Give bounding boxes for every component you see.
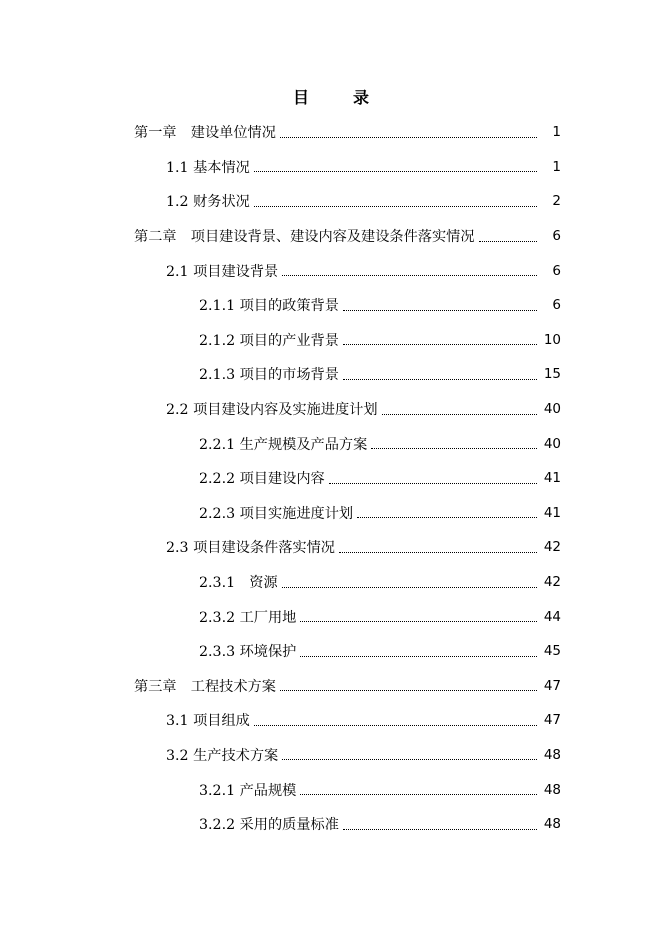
toc-entry-label: 3.2.1 产品规模 (199, 782, 297, 799)
toc-entry-page: 44 (543, 608, 561, 625)
dot-leader (343, 310, 537, 311)
toc-title: 目 录 (292, 88, 383, 107)
dot-leader (371, 448, 537, 449)
toc-entry-page: 6 (552, 262, 561, 279)
toc-entry[interactable] (0, 599, 662, 634)
toc-entry-page: 42 (543, 574, 561, 591)
toc-entry-page: 10 (543, 331, 561, 348)
toc-entry-label: 2.2.2 项目建设内容 (199, 471, 325, 488)
dot-leader (343, 379, 537, 380)
toc-entry[interactable] (0, 669, 662, 704)
toc-entry-label: 2.1.1 项目的政策背景 (199, 298, 339, 315)
toc-entry-page: 42 (543, 539, 561, 556)
toc-entry-page: 41 (543, 504, 561, 521)
toc-entry-label: 第三章 工程技术方案 (134, 678, 276, 695)
toc-entry[interactable] (0, 253, 662, 288)
dot-leader (339, 552, 537, 553)
toc-entry[interactable] (0, 772, 662, 807)
toc-entry[interactable] (0, 807, 662, 842)
dot-leader (254, 171, 537, 172)
toc-entry-page: 6 (552, 297, 561, 314)
toc-entry[interactable] (0, 357, 662, 392)
dot-leader (282, 275, 537, 276)
toc-entry-page: 48 (543, 781, 561, 798)
toc-entry[interactable] (0, 496, 662, 531)
toc-entry-page: 47 (543, 712, 561, 729)
dot-leader (343, 829, 537, 830)
toc-entry-label: 2.1.2 项目的产业背景 (199, 332, 339, 349)
toc-entry[interactable] (0, 703, 662, 738)
toc-entry-page: 1 (552, 124, 561, 141)
toc-entry-label: 第二章 项目建设背景、建设内容及建设条件落实情况 (134, 229, 475, 246)
dot-leader (254, 725, 537, 726)
toc-entry[interactable] (0, 184, 662, 219)
toc-entry-label: 1.1 基本情况 (166, 159, 250, 176)
toc-entry-label: 3.2.2 采用的质量标准 (199, 817, 339, 834)
toc-entry-page: 45 (543, 643, 561, 660)
dot-leader (282, 759, 537, 760)
table-of-contents (0, 115, 662, 841)
toc-entry[interactable] (0, 738, 662, 773)
toc-entry[interactable] (0, 392, 662, 427)
dot-leader (382, 414, 537, 415)
toc-entry[interactable] (0, 115, 662, 150)
toc-entry-label: 2.2.3 项目实施进度计划 (199, 505, 354, 522)
toc-entry-page: 47 (543, 677, 561, 694)
toc-entry-label: 2.3.3 环境保护 (199, 644, 297, 661)
dot-leader (280, 690, 537, 691)
toc-entry-label: 2.1 项目建设背景 (166, 263, 279, 280)
toc-entry-page: 1 (552, 158, 561, 175)
dot-leader (329, 483, 537, 484)
dot-leader (300, 621, 537, 622)
dot-leader (357, 517, 537, 518)
toc-entry-label: 3.1 项目组成 (166, 713, 250, 730)
dot-leader (343, 344, 537, 345)
toc-entry-page: 2 (552, 193, 561, 210)
toc-entry[interactable] (0, 150, 662, 185)
toc-entry-page: 48 (543, 816, 561, 833)
toc-entry-page: 41 (543, 470, 561, 487)
toc-entry-page: 15 (543, 366, 561, 383)
toc-entry[interactable] (0, 426, 662, 461)
toc-entry-page: 40 (543, 401, 561, 418)
toc-entry[interactable] (0, 219, 662, 254)
dot-leader (479, 241, 537, 242)
dot-leader (280, 137, 537, 138)
toc-entry[interactable] (0, 634, 662, 669)
dot-leader (300, 656, 537, 657)
toc-entry-label: 1.2 财务状况 (166, 194, 250, 211)
toc-entry[interactable] (0, 288, 662, 323)
dot-leader (282, 587, 537, 588)
toc-entry-page: 6 (552, 228, 561, 245)
toc-entry-label: 第一章 建设单位情况 (134, 125, 276, 142)
toc-entry-label: 2.3.2 工厂用地 (199, 609, 297, 626)
toc-entry-page: 40 (543, 435, 561, 452)
dot-leader (300, 794, 537, 795)
toc-entry-label: 2.1.3 项目的市场背景 (199, 367, 339, 384)
toc-entry[interactable] (0, 323, 662, 358)
toc-entry[interactable] (0, 461, 662, 496)
toc-entry-label: 2.2 项目建设内容及实施进度计划 (166, 402, 378, 419)
dot-leader (254, 206, 537, 207)
toc-entry[interactable] (0, 530, 662, 565)
toc-entry-label: 2.3 项目建设条件落实情况 (166, 540, 335, 557)
toc-entry-label: 2.3.1 资源 (199, 575, 278, 592)
toc-entry[interactable] (0, 565, 662, 600)
toc-entry-page: 48 (543, 746, 561, 763)
toc-entry-label: 2.2.1 生产规模及产品方案 (199, 436, 368, 453)
toc-entry-label: 3.2 生产技术方案 (166, 747, 279, 764)
